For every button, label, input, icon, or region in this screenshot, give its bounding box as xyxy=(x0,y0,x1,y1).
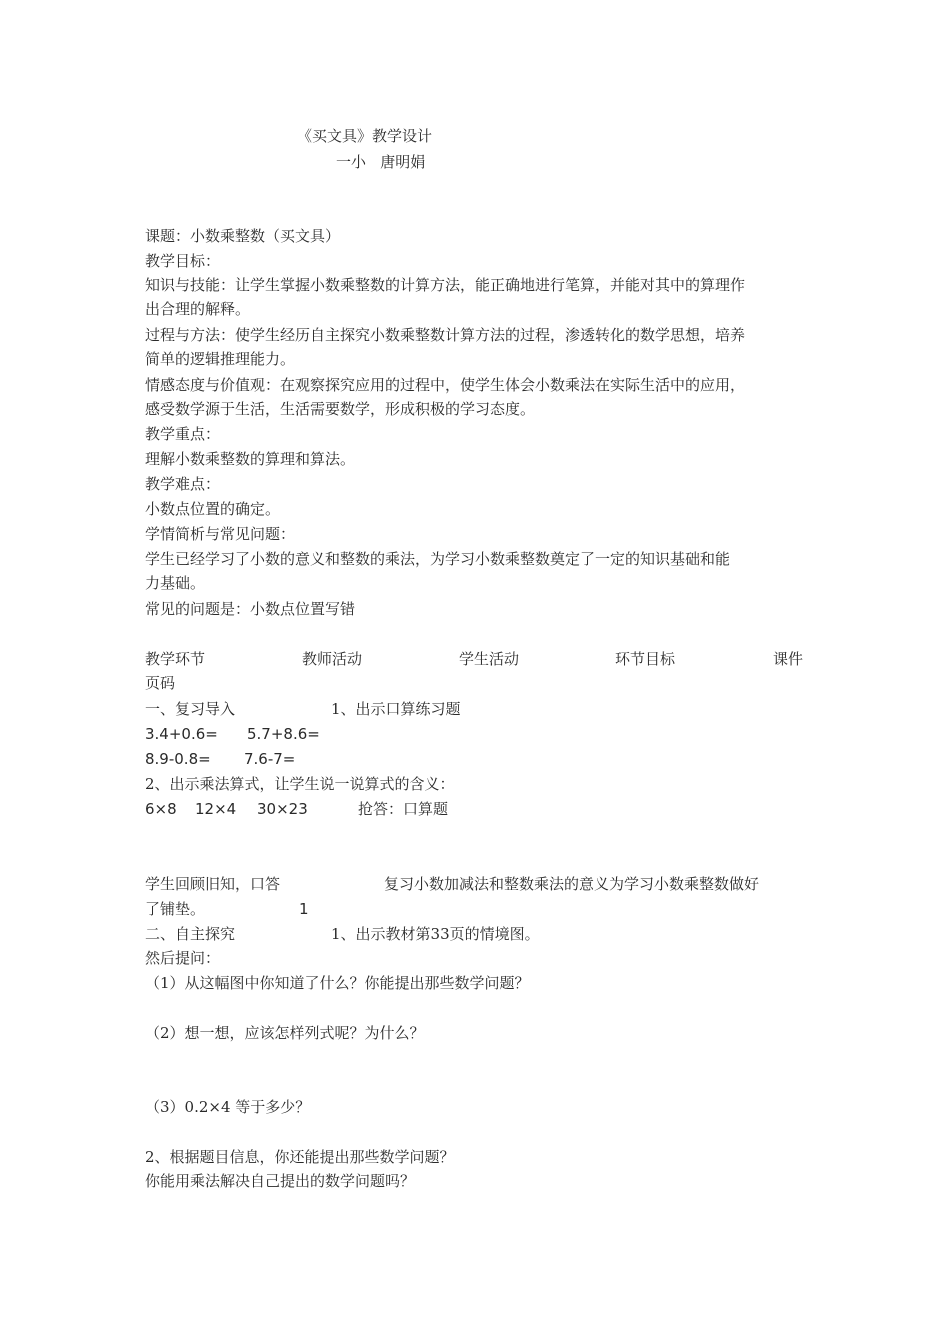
calc-row2-b: 7.6-7= xyxy=(244,750,296,768)
section2-step2-follow: 你能用乘法解决自己提出的数学问题吗？ xyxy=(145,1172,416,1190)
document-author: 一小 唐明娟 xyxy=(336,153,426,171)
section1-student-activity: 学生回顾旧知，口答 xyxy=(145,875,281,893)
table-header-page: 页码 xyxy=(145,674,176,692)
goals-heading: 教学目标： xyxy=(145,252,221,270)
table-header-teacher: 教师活动 xyxy=(302,650,363,668)
table-header-goal: 环节目标 xyxy=(615,650,676,668)
question-3: （3）0.2×4 等于多少？ xyxy=(145,1098,311,1116)
goal-knowledge-line1: 知识与技能：让学生掌握小数乘整数的计算方法，能正确地进行笔算，并能对其中的算理作 xyxy=(145,276,746,294)
calc-row1-a: 3.4+0.6= xyxy=(145,725,218,743)
mult-expression-3: 30×23 xyxy=(257,800,308,818)
lesson-topic: 课题：小数乘整数（买文具） xyxy=(145,227,341,245)
section2-step2: 2、根据题目信息，你还能提出那些数学问题？ xyxy=(145,1148,455,1166)
section1-label: 一、复习导入 xyxy=(145,700,236,718)
document-title: 《买文具》教学设计 xyxy=(297,127,433,145)
section2-step1: 1、出示教材第33页的情境图。 xyxy=(331,925,540,943)
section1-step2: 2、出示乘法算式，让学生说一说算式的含义： xyxy=(145,775,455,793)
quick-answer: 抢答：口算题 xyxy=(358,800,449,818)
analysis-heading: 学情简析与常见问题： xyxy=(145,525,296,543)
goal-process-line2: 简单的逻辑推理能力。 xyxy=(145,350,296,368)
goal-knowledge-line2: 出合理的解释。 xyxy=(145,300,251,318)
goal-emotion-line1: 情感态度与价值观：在观察探究应用的过程中，使学生体会小数乘法在实际生活中的应用， xyxy=(145,376,746,394)
table-header-stage: 教学环节 xyxy=(145,650,206,668)
calc-row1-b: 5.7+8.6= xyxy=(247,725,320,743)
difficulty-text: 小数点位置的确定。 xyxy=(145,500,281,518)
mult-expression-2: 12×4 xyxy=(195,800,237,818)
analysis-line2: 力基础。 xyxy=(145,574,206,592)
table-header-courseware: 课件 xyxy=(773,650,804,668)
goal-emotion-line2: 感受数学源于生活，生活需要数学，形成积极的学习态度。 xyxy=(145,400,536,418)
analysis-line1: 学生已经学习了小数的意义和整数的乘法，为学习小数乘整数奠定了一定的知识基础和能 xyxy=(145,550,731,568)
section1-step1: 1、出示口算练习题 xyxy=(331,700,461,718)
question-2: （2）想一想，应该怎样列式呢？为什么？ xyxy=(145,1024,425,1042)
section1-goal-line2: 了铺垫。 xyxy=(145,900,206,918)
section1-goal-line1: 复习小数加减法和整数乘法的意义为学习小数乘整数做好 xyxy=(384,875,760,893)
section2-then-ask: 然后提问： xyxy=(145,949,221,967)
goal-process-line1: 过程与方法：使学生经历自主探究小数乘整数计算方法的过程，渗透转化的数学思想，培养 xyxy=(145,326,746,344)
calc-row2-a: 8.9-0.8= xyxy=(145,750,211,768)
table-header-student: 学生活动 xyxy=(459,650,520,668)
mult-expression-1: 6×8 xyxy=(145,800,177,818)
section2-label: 二、自主探究 xyxy=(145,925,236,943)
key-point-heading: 教学重点： xyxy=(145,425,221,443)
question-1: （1）从这幅图中你知道了什么？你能提出那些数学问题？ xyxy=(145,974,530,992)
key-point-text: 理解小数乘整数的算理和算法。 xyxy=(145,450,356,468)
common-issue: 常见的问题是：小数点位置写错 xyxy=(145,600,356,618)
difficulty-heading: 教学难点： xyxy=(145,475,221,493)
section1-page-number: 1 xyxy=(299,900,309,918)
